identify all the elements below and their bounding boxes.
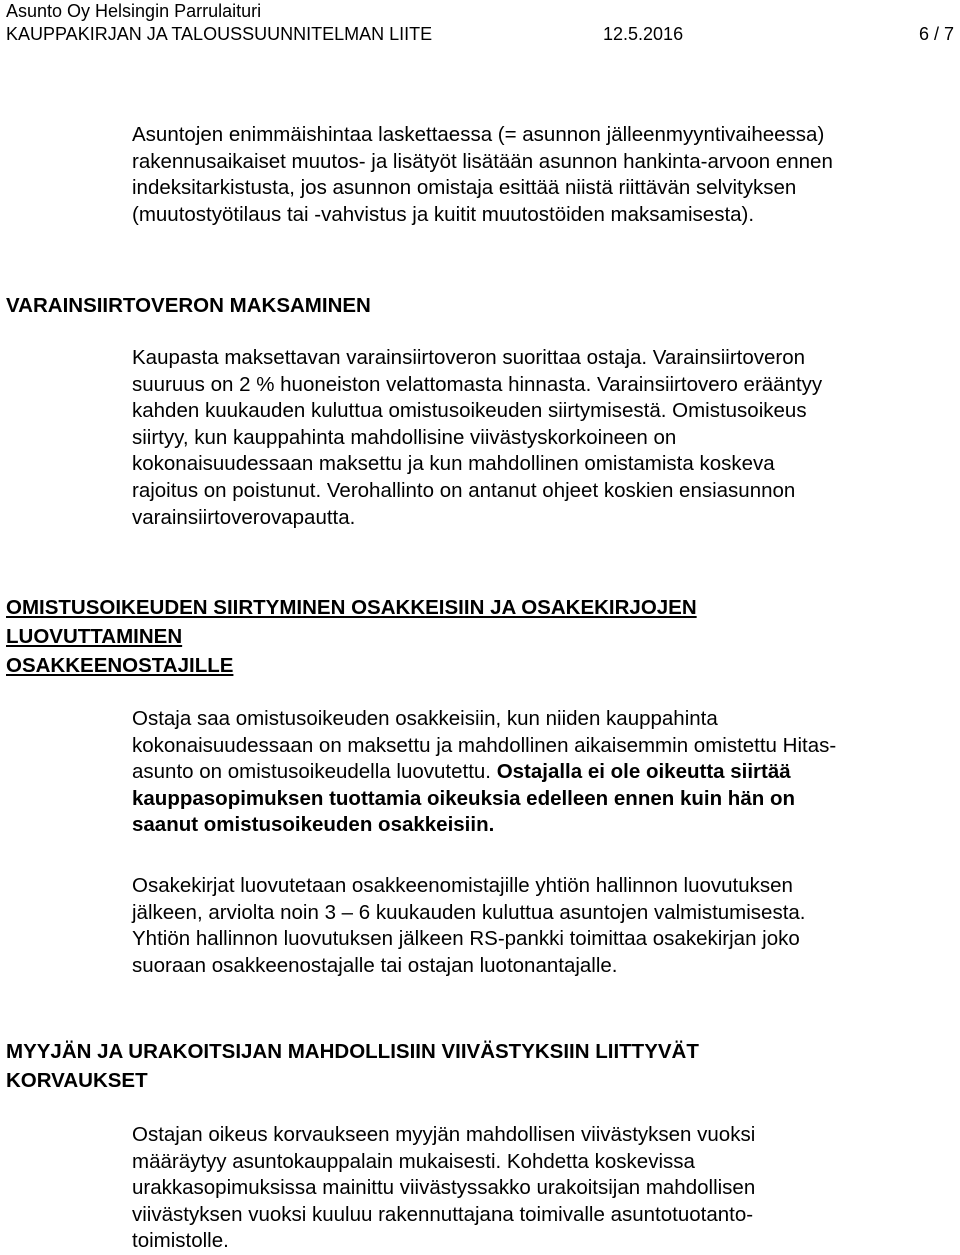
text-line: Asuntojen enimmäishintaa laskettaessa (= asunnon jälleenmyyntivaiheessa)	[132, 123, 825, 146]
text-line: suoraan osakkeenostajalle tai ostajan luotonantajalle.	[132, 953, 618, 977]
bold-text: Ostajalla ei ole oikeutta siirtää	[496, 760, 791, 784]
heading-line: MYYJÄN JA URAKOITSIJAN MAHDOLLISIIN VIIVÄSTYKSIIN LIITTYVÄT	[6, 1040, 699, 1063]
omistusoikeus-paragraph	[132, 706, 942, 839]
text-line: (muutostyötilaus tai -vahvistus ja kuitit muutostöiden maksamisesta).	[132, 202, 755, 226]
text-line: Ostajan oikeus korvaukseen myyjän mahdollisen viivästyksen vuoksi	[132, 1123, 756, 1146]
intro-paragraph	[132, 122, 942, 228]
viivastykset-paragraph	[132, 1122, 942, 1255]
text-line	[132, 759, 942, 786]
text-line: kahden kuukauden kuluttua omistusoikeuden siirtymisestä. Omistusoikeus	[132, 399, 807, 423]
bold-text: saanut omistusoikeuden osakkeisiin.	[132, 813, 495, 837]
document-date: 12.5.2016	[603, 24, 684, 44]
text-line: indeksitarkistusta, jos asunnon omistaja esittää niistä riittävän selvityksen	[132, 176, 797, 200]
text-line: urakkasopimuksissa mainittu viivästyssakko urakoitsijan mahdollisen	[132, 1176, 756, 1200]
company-name: Asunto Oy Helsingin Parrulaituri	[6, 1, 262, 21]
text-line: rajoitus on poistunut. Verohallinto on antanut ohjeet koskien ensiasunnon	[132, 478, 796, 502]
section-heading-viivastykset	[6, 1037, 906, 1095]
section-heading-varainsiirtovero: VARAINSIIRTOVERON MAKSAMINEN	[6, 294, 371, 317]
text-line	[132, 786, 942, 813]
bold-text: kauppasopimuksen tuottamia oikeuksia edelleen ennen kuin hän on	[132, 786, 795, 810]
text-line: Yhtiön hallinnon luovutuksen jälkeen RS-pankki toimittaa osakekirjan joko	[132, 927, 800, 951]
text-line: viivästyksen vuoksi kuuluu rakennuttajana toimivalle asuntotuotanto-	[132, 1202, 754, 1226]
text-span: asunto on omistusoikeudella luovutettu.	[132, 760, 497, 784]
heading-line: OSAKKEENOSTAJILLE	[6, 654, 234, 677]
text-line	[132, 812, 942, 839]
text-line: Osakekirjat luovutetaan osakkeenomistajille yhtiön hallinnon luovutuksen	[132, 874, 793, 897]
text-line: siirtyy, kun kauppahinta mahdollisine viivästyskorkoineen on	[132, 425, 677, 449]
text-line: kokonaisuudessaan on maksettu ja mahdollinen aikaisemmin omistettu Hitas-	[132, 733, 837, 757]
text-line: toimistolle.	[132, 1229, 229, 1253]
text-line: rakennusaikaiset muutos- ja lisätyöt lisätään asunnon hankinta-arvoon ennen	[132, 149, 833, 173]
heading-line: LUOVUTTAMINEN	[6, 625, 183, 648]
heading-line: KORVAUKSET	[6, 1069, 148, 1092]
text-line: suuruus on 2 % huoneiston velattomasta hinnasta. Varainsiirtovero erääntyy	[132, 372, 823, 396]
section-heading-omistusoikeus	[6, 593, 906, 680]
text-line: varainsiirtoverovapautta.	[132, 505, 356, 529]
heading-line: OMISTUSOIKEUDEN SIIRTYMINEN OSAKKEISIIN JA OSAKEKIRJOJEN	[6, 596, 697, 619]
text-line: Ostaja saa omistusoikeuden osakkeisiin, kun niiden kauppahinta	[132, 707, 718, 730]
page-number: 6 / 7	[918, 24, 954, 44]
text-line: jälkeen, arviolta noin 3 – 6 kuukauden kuluttua asuntojen valmistumisesta.	[132, 900, 806, 924]
document-title: KAUPPAKIRJAN JA TALOUSSUUNNITELMAN LIITE	[6, 24, 433, 44]
osakekirjat-paragraph	[132, 873, 942, 979]
text-line: määräytyy asuntokauppalain mukaisesti. Kohdetta koskevissa	[132, 1149, 695, 1173]
text-line: kokonaisuudessaan maksettu ja kun mahdollinen omistamista koskeva	[132, 452, 775, 476]
header-row	[6, 23, 956, 45]
text-line: Kaupasta maksettavan varainsiirtoveron suorittaa ostaja. Varainsiirtoveron	[132, 346, 806, 369]
varainsiirtovero-paragraph	[132, 345, 942, 531]
